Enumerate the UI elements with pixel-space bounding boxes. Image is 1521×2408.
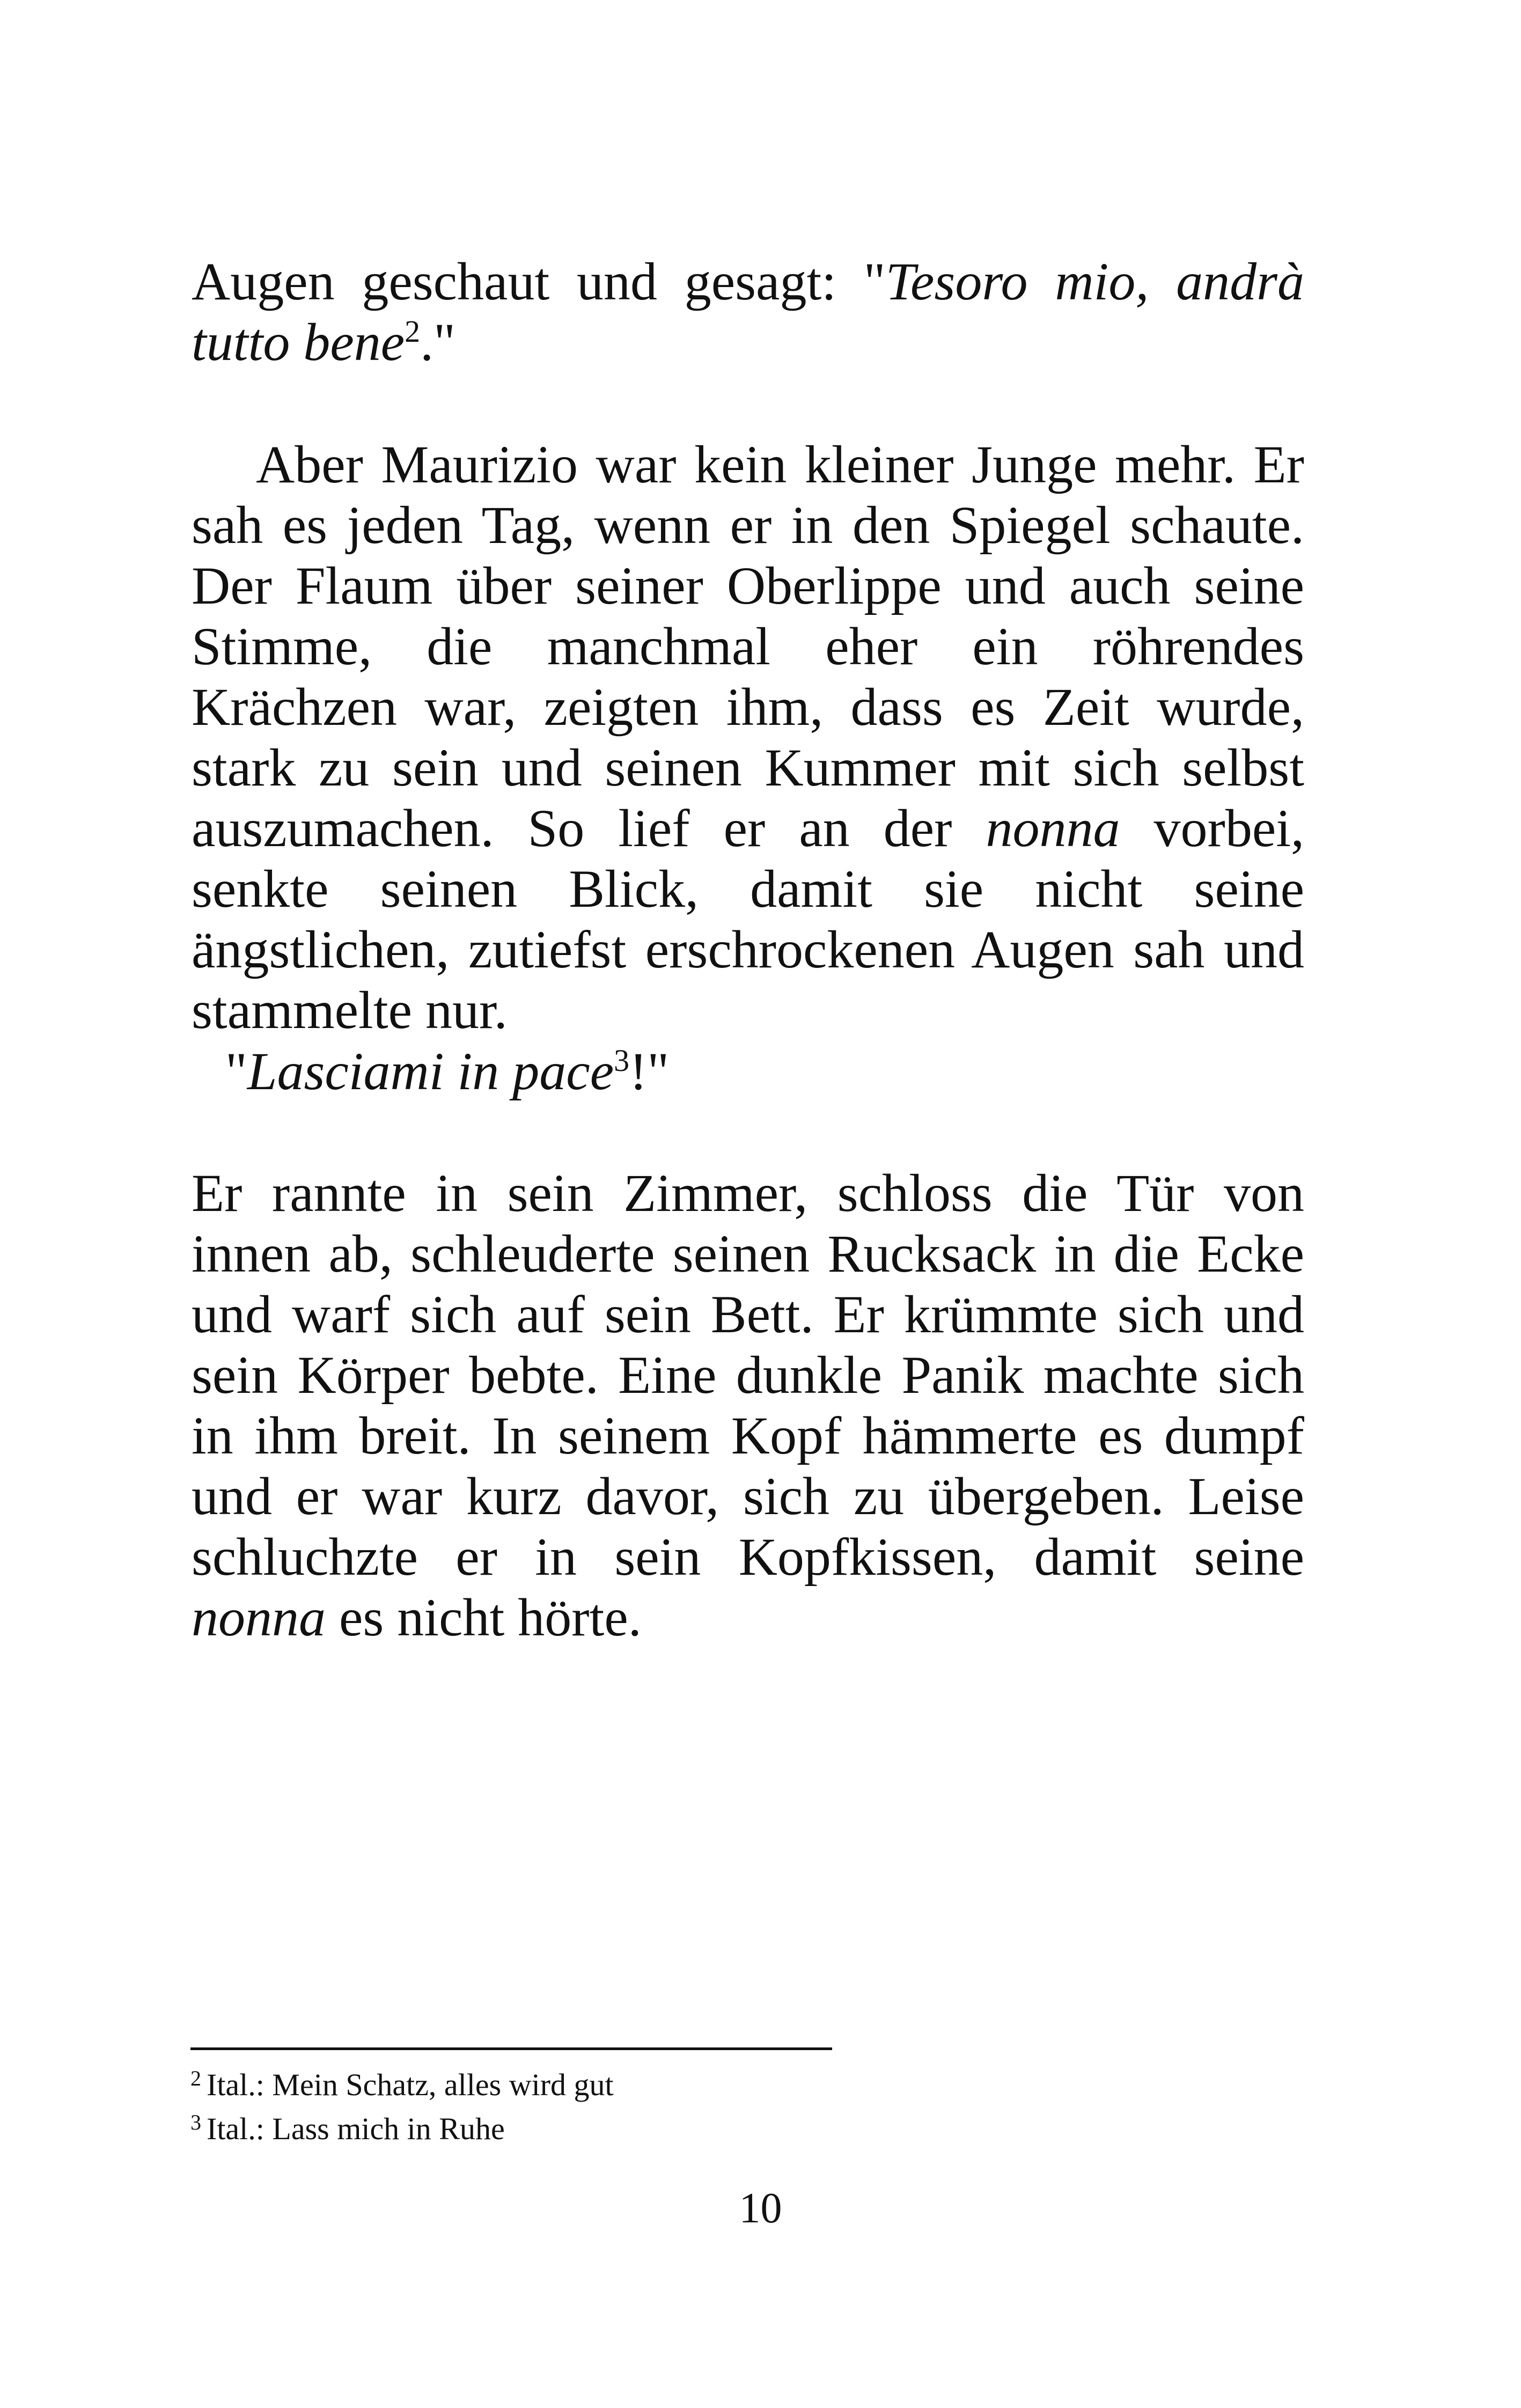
footnote-2	[190, 2066, 614, 2108]
footnote-number: 3	[190, 2110, 201, 2134]
footnote-text: Ital.: Mein Schatz, alles wird gut	[207, 2067, 614, 2102]
paragraph-text: Augen geschaut und gesagt: "	[192, 252, 886, 311]
footnote-text: Ital.: Lass mich in Ruhe	[207, 2111, 505, 2146]
paragraph-text: "	[225, 1041, 247, 1101]
paragraph-text: ."	[420, 312, 455, 372]
paragraph-opening-quote	[192, 251, 1304, 372]
footnote-reference-2: 2	[405, 314, 421, 349]
paragraph-maurizio	[192, 434, 1304, 1040]
italian-phrase: Tesoro mio, andrà tutto bene	[192, 252, 1305, 372]
page-number: 10	[739, 2185, 782, 2232]
footnote-3	[190, 2110, 505, 2152]
footnote-separator	[190, 2047, 832, 2050]
paragraph-text: vorbei, senkte seinen Blick, damit sie nicht seine ängstlichen, zutiefst erschrockenen Augen sah und stammelte nur.	[192, 798, 1305, 1040]
footnote-number: 2	[190, 2066, 201, 2090]
italian-phrase: Lasciami in pace	[247, 1041, 614, 1101]
paragraph-text: Aber Maurizio war kein kleiner Junge mehr. Er sah es jeden Tag, wenn er in den Spiegel schaute. Der Flaum über seiner Oberlippe und auch seine Stimme, die manchmal eher ein röhrendes Krächzen war, zeigten ihm, dass es Zeit wurde, stark zu sein und seinen Kummer mit sich selbst auszumachen. So lief er an der	[192, 435, 1304, 858]
footnote-reference-3: 3	[614, 1043, 630, 1078]
paragraph-text: !"	[629, 1041, 670, 1101]
paragraph-text: es nicht hörte.	[326, 1588, 642, 1647]
italian-word-nonna: nonna	[986, 798, 1120, 858]
paragraph-dialogue	[225, 1041, 1338, 1102]
italian-word-nonna: nonna	[192, 1588, 326, 1647]
paragraph-text: Er rannte in sein Zimmer, schloss die Tür von innen ab, schleuderte seinen Rucksack in die Ecke und warf sich auf sein Bett. Er krümmte sich und sein Körper bebte. Eine dunkle Panik machte sich in ihm breit. In seinem Kopf hämmerte es dumpf und er war kurz davor, sich zu übergeben. Leise schluchzte er in sein Kopfkissen, damit seine	[192, 1163, 1304, 1587]
paragraph-room	[192, 1163, 1304, 1648]
